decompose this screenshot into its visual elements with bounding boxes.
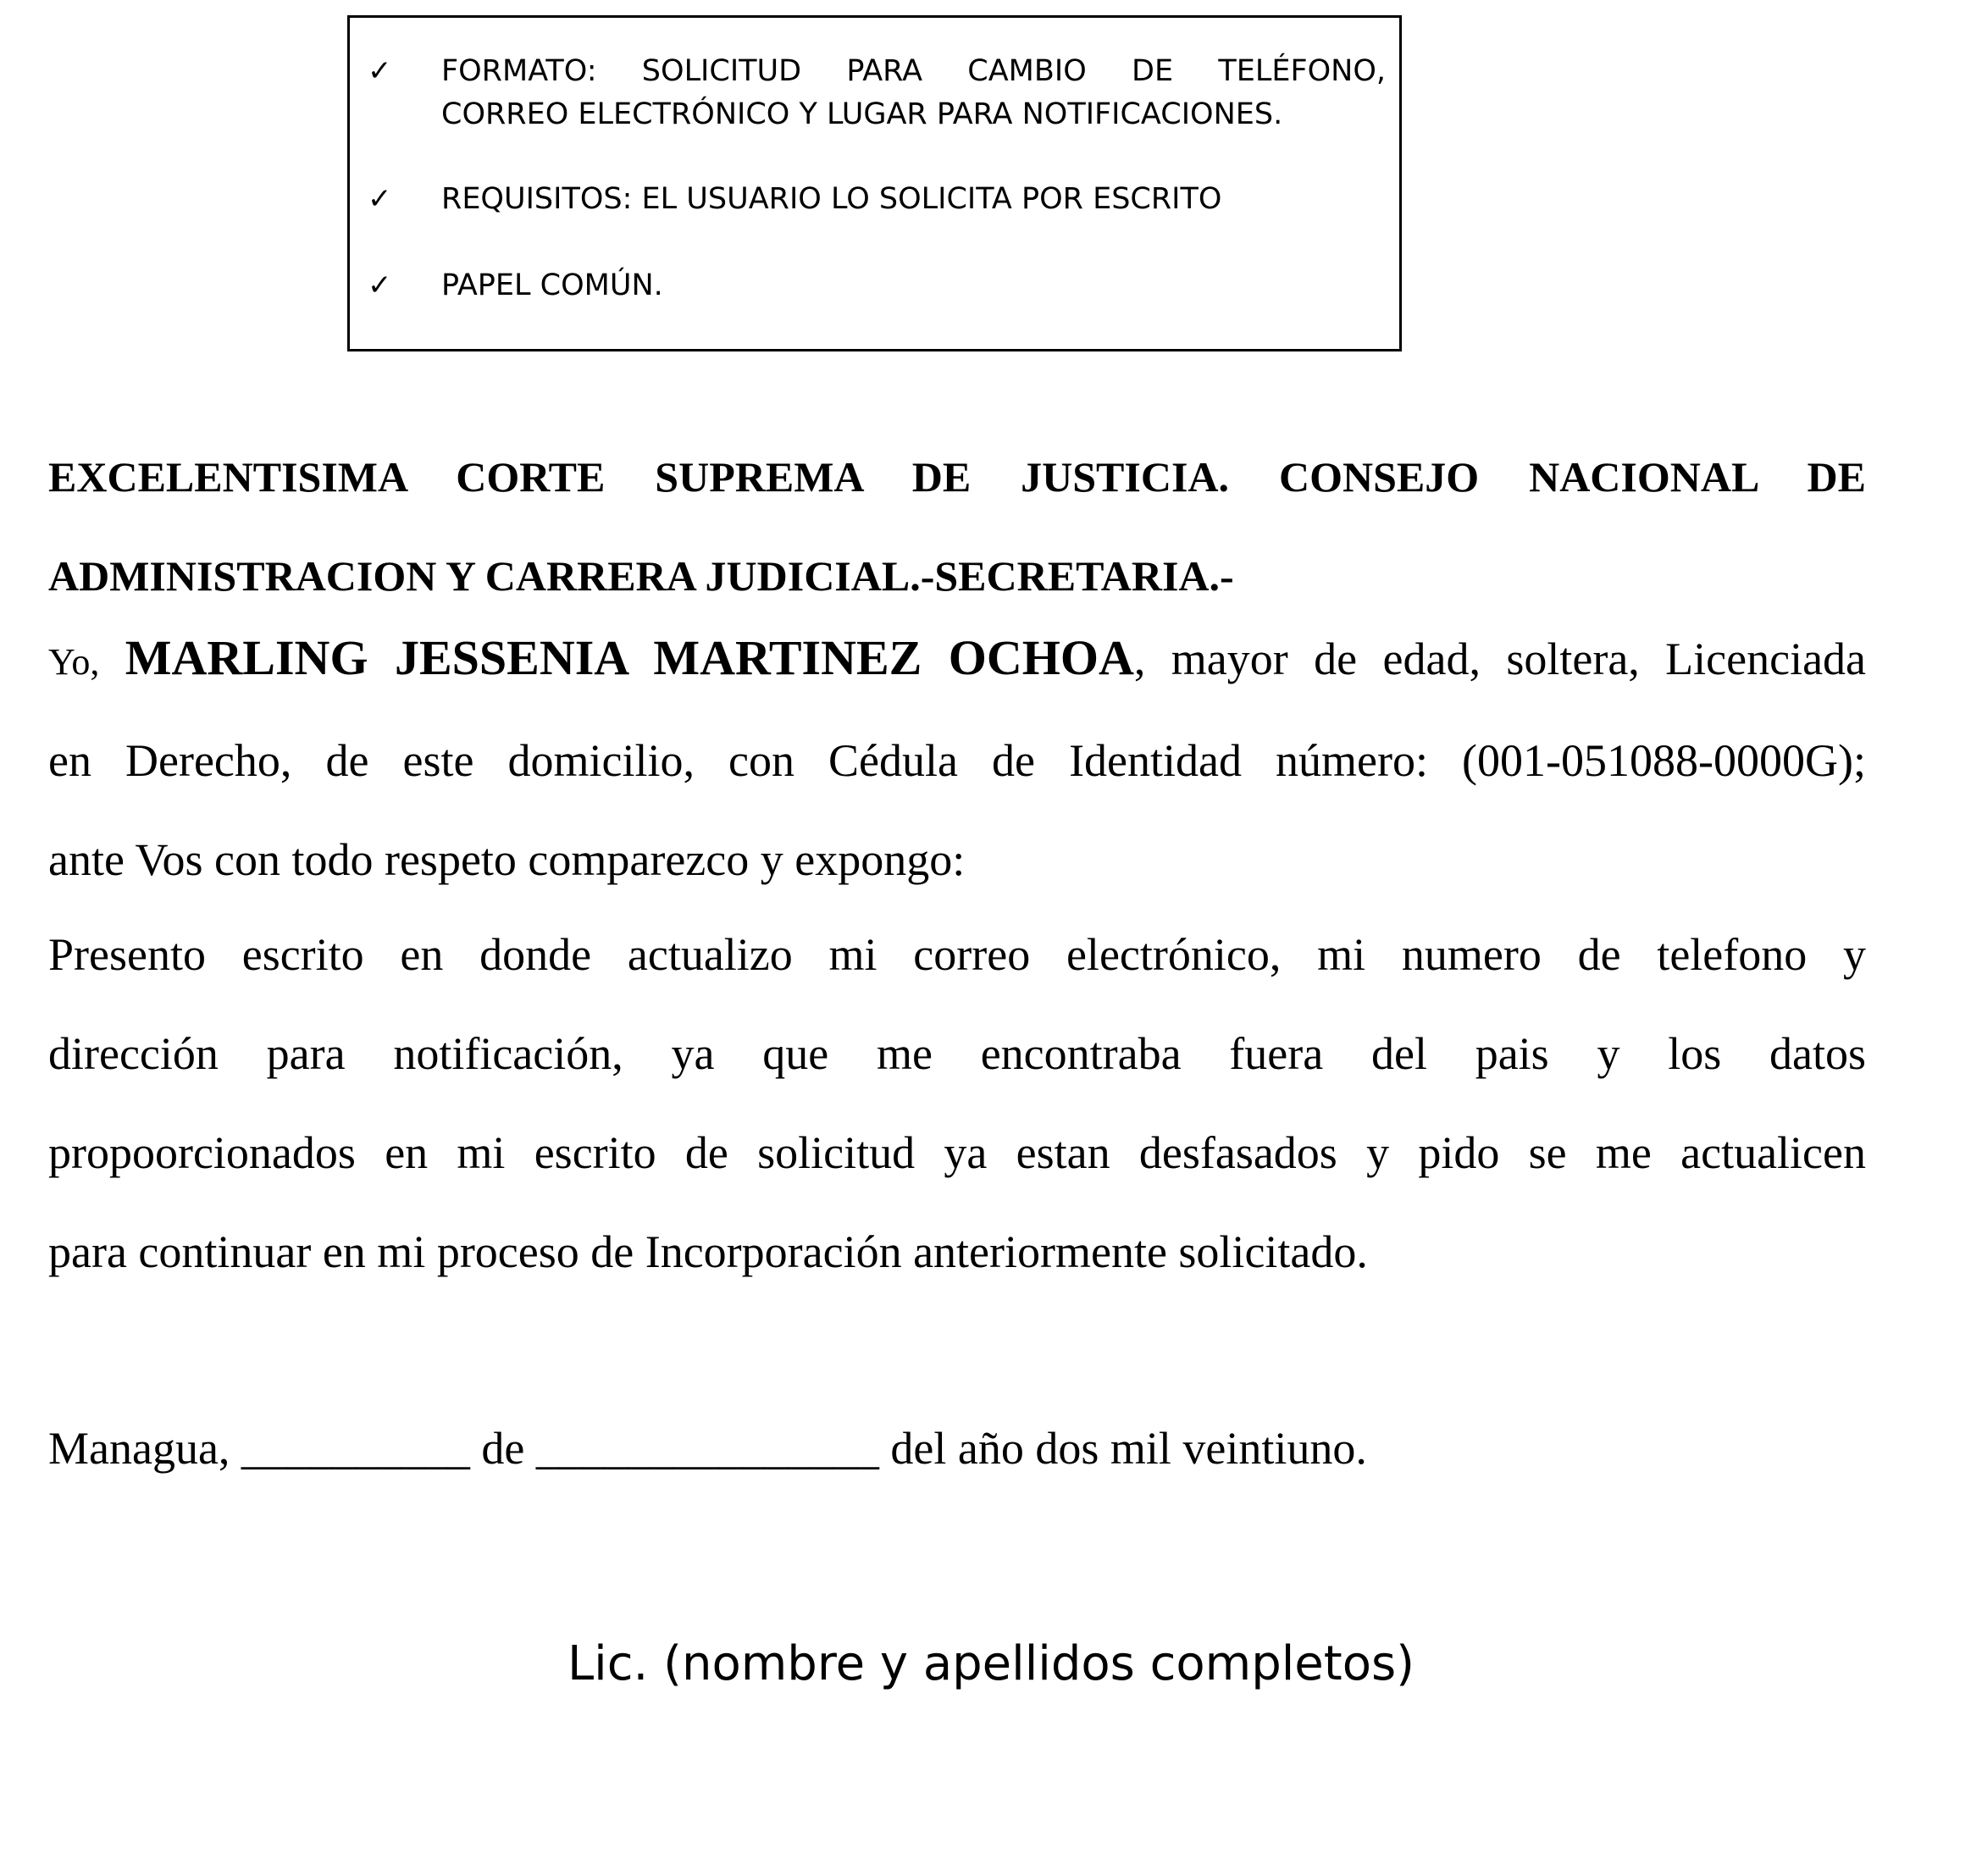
request-paragraph bbox=[48, 905, 1866, 1302]
requirement-item-requisitos bbox=[368, 178, 1386, 221]
requirements-box bbox=[347, 15, 1402, 351]
paragraph2-line3: propoorcionados en mi escrito de solicitud ya estan desfasados y pido se me actualicen bbox=[48, 1127, 1866, 1178]
paragraph1-line3: ante Vos con todo respeto comparezco y expongo: bbox=[48, 834, 966, 885]
paragraph1-line1-rest: , mayor de edad, soltera, Licenciada bbox=[1133, 634, 1867, 684]
heading-line2: ADMINISTRACION Y CARRERA JUDICIAL.-SECRETARIA.- bbox=[48, 552, 1234, 600]
signature-line: Lic. (nombre y apellidos completos) bbox=[567, 1636, 1415, 1691]
date-de: de bbox=[481, 1423, 525, 1474]
requirement-papel-text: PAPEL COMÚN. bbox=[441, 268, 663, 302]
requirement-format-line2: CORREO ELECTRÓNICO Y LUGAR PARA NOTIFICACIONES. bbox=[441, 97, 1283, 131]
requirement-item-format bbox=[368, 50, 1386, 136]
yo-word: Yo, bbox=[48, 641, 100, 683]
requirement-requisitos-text: REQUISITOS: EL USUARIO LO SOLICITA POR ESCRITO bbox=[441, 182, 1222, 216]
checkmark-icon: ✓ bbox=[368, 268, 392, 302]
applicant-name: MARLING JESSENIA MARTINEZ OCHOA bbox=[125, 630, 1134, 685]
paragraph1-line2: en Derecho, de este domicilio, con Cédula de Identidad número: (001-051088-0000G); bbox=[48, 735, 1866, 786]
checkmark-icon: ✓ bbox=[368, 54, 392, 88]
date-line bbox=[48, 1399, 1866, 1498]
date-year-text: del año dos mil veintiuno. bbox=[890, 1423, 1367, 1474]
paragraph2-line1: Presento escrito en donde actualizo mi correo electrónico, mi numero de telefono y bbox=[48, 929, 1866, 980]
date-day-blank: __________ bbox=[241, 1423, 470, 1474]
heading-line1: EXCELENTISIMA CORTE SUPREMA DE JUSTICIA. CONSEJO NACIONAL DE bbox=[48, 453, 1866, 501]
date-city: Managua, bbox=[48, 1423, 230, 1474]
requirement-format-line1: FORMATO: SOLICITUD PARA CAMBIO DE TELÉFONO, bbox=[441, 54, 1386, 88]
requirement-item-papel bbox=[368, 264, 1386, 307]
paragraph2-line2: dirección para notificación, ya que me encontraba fuera del pais y los datos bbox=[48, 1028, 1866, 1079]
paragraph1-line1 bbox=[48, 608, 1866, 711]
addressee-heading bbox=[48, 428, 1866, 626]
identification-paragraph bbox=[48, 608, 1866, 910]
date-month-blank: _______________ bbox=[535, 1423, 879, 1474]
checkmark-icon: ✓ bbox=[368, 182, 392, 216]
paragraph2-line4: para continuar en mi proceso de Incorporación anteriormente solicitado. bbox=[48, 1226, 1368, 1277]
